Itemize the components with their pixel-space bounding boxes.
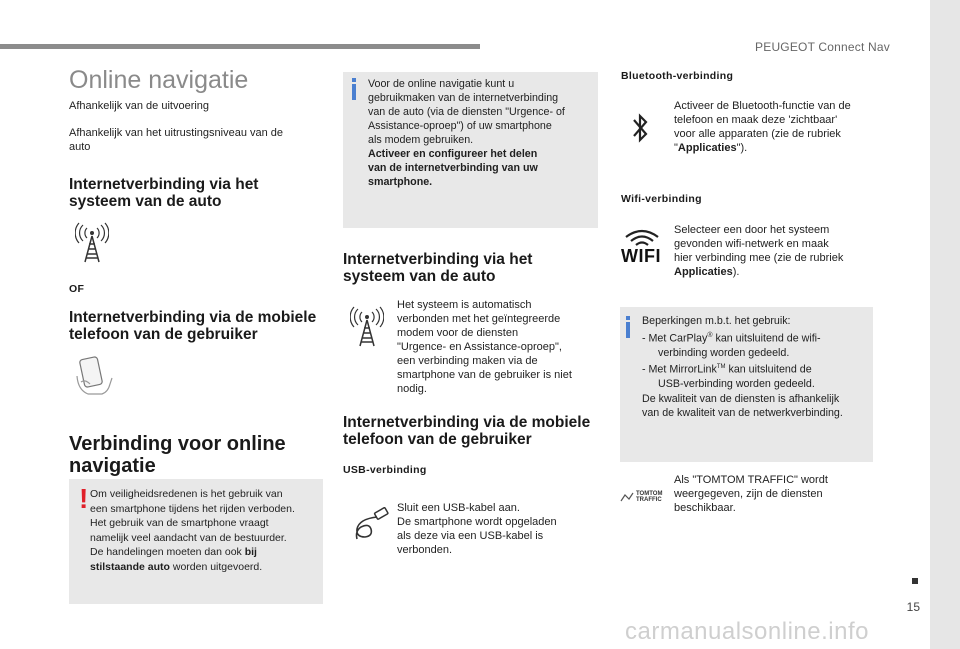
wifi-line: hier verbinding mee (zie de rubriek	[674, 252, 844, 264]
system-description	[397, 298, 597, 396]
running-header: PEUGEOT Connect Nav	[755, 40, 890, 54]
warning-line: De handelingen moeten dan ook bij	[90, 546, 257, 558]
warning-text	[90, 487, 320, 574]
warning-line: een smartphone tijdens het rijden verboden.	[90, 502, 295, 515]
bluetooth-icon	[631, 110, 649, 146]
warning-exclamation-icon: !	[79, 483, 89, 514]
or-label: OF	[69, 283, 85, 295]
limits-line: De kwaliteit van de diensten is afhankelijk	[642, 392, 840, 405]
system-line: modem voor de diensten	[397, 327, 519, 339]
intro-equipment: Afhankelijk van het uitrustingsniveau van de auto	[69, 127, 284, 153]
info-box-online	[343, 72, 598, 228]
tomtom-icon-label: TRAFFIC	[636, 497, 662, 503]
smartphone-hand-icon	[72, 354, 114, 398]
limits-line: - Met MirrorLink™ kan uitsluitend de	[642, 363, 812, 376]
limits-line: van de kwaliteit van de netwerkverbinding.	[642, 407, 843, 420]
antenna-icon	[350, 306, 384, 348]
page-end-marker	[912, 578, 918, 584]
warning-line: Het gebruik van de smartphone vraagt	[90, 517, 269, 529]
usb-line: verbonden.	[397, 544, 453, 556]
limits-line: verbinding worden gedeeld.	[658, 346, 790, 359]
watermark: carmanualsonline.info	[625, 618, 869, 645]
info-line: Voor de online navigatie kunt u	[368, 78, 515, 90]
tomtom-line: Als "TOMTOM TRAFFIC" wordt	[674, 474, 828, 486]
wifi-description	[674, 223, 874, 279]
info-line: als modem gebruiken.	[368, 134, 474, 146]
limitations-text	[642, 314, 872, 421]
usb-line: als deze via een USB-kabel is	[397, 530, 544, 542]
system-line: smartphone van de gebruiker is niet	[397, 369, 572, 381]
side-strip	[930, 0, 960, 649]
info-icon	[352, 78, 356, 100]
heading-system-connection: Internetverbinding via het systeem van de auto	[69, 176, 259, 210]
limits-line: Beperkingen m.b.t. het gebruik:	[642, 315, 791, 327]
heading-wifi: Wifi-verbinding	[621, 193, 702, 205]
page-title: Online navigatie	[69, 66, 249, 94]
heading-bluetooth: Bluetooth-verbinding	[621, 70, 734, 82]
warning-line: Om veiligheidsredenen is het gebruik van	[90, 488, 283, 500]
system-line: Het systeem is automatisch	[397, 299, 532, 311]
usb-line: De smartphone wordt opgeladen	[397, 516, 557, 528]
bt-line: telefoon en maak deze 'zichtbaar'	[674, 114, 838, 126]
bt-line: voor alle apparaten (zie de rubriek	[674, 128, 841, 140]
warning-line: namelijk veel aandacht van de bestuurder.	[90, 531, 287, 544]
heading-phone-connection: Internetverbinding via de mobiele telefoon van de gebruiker	[69, 309, 317, 343]
usb-description	[397, 501, 597, 557]
limits-line: USB-verbinding worden gedeeld.	[658, 378, 815, 391]
tomtom-description	[674, 473, 874, 515]
usb-line: Sluit een USB-kabel aan.	[397, 502, 520, 514]
system-line: "Urgence- en Assistance-oproep",	[397, 341, 562, 353]
limits-line: - Met CarPlay® kan uitsluitend de wifi-	[642, 331, 821, 345]
system-line: een verbinding maken via de	[397, 355, 538, 367]
wifi-line: Selecteer een door het systeem	[674, 224, 830, 236]
wifi-icon	[620, 227, 664, 269]
heading-phone-connection-2: Internetverbinding via de mobiele telefoon van de gebruiker	[343, 414, 591, 448]
tomtom-line: weergegeven, zijn de diensten	[674, 488, 823, 500]
heading-usb: USB-verbinding	[343, 464, 427, 476]
usb-cable-icon	[351, 507, 391, 543]
info-line: Assistance-oproep") of uw smartphone	[368, 120, 552, 132]
wifi-line: Applicaties).	[674, 266, 740, 278]
info-text	[368, 77, 596, 189]
info-line: van de auto (via de diensten "Urgence- of	[368, 106, 565, 118]
tomtom-icon-label: TOMTOM	[636, 491, 663, 497]
info-line: gebruikmaken van de internetverbinding	[368, 92, 559, 104]
system-line: verbonden met het geïntegreerde	[397, 313, 561, 325]
antenna-icon	[75, 222, 109, 264]
page-number: 15	[906, 600, 920, 614]
wifi-line: gevonden wifi-netwerk en maak	[674, 238, 829, 250]
heading-online-navigation: Verbinding voor online navigatie	[69, 433, 286, 477]
info-box-limitations	[620, 307, 873, 462]
info-icon	[626, 316, 630, 338]
system-line: nodig.	[397, 383, 427, 395]
heading-system-connection-2: Internetverbinding via het systeem van de auto	[343, 251, 533, 285]
tomtom-line: beschikbaar.	[674, 502, 736, 514]
warning-line: stilstaande auto worden uitgevoerd.	[90, 560, 263, 573]
bt-line: Activeer de Bluetooth-functie van de	[674, 100, 851, 112]
bt-line: "Applicaties").	[674, 142, 748, 154]
info-line-bold: Activeer en configureer het delen	[368, 148, 538, 160]
intro-version: Afhankelijk van de uitvoering	[69, 100, 210, 112]
warning-box	[69, 479, 323, 604]
tomtom-traffic-icon	[620, 490, 670, 504]
info-line-bold: van de internetverbinding van uw	[368, 162, 538, 174]
top-rule	[0, 44, 480, 49]
info-line-bold: smartphone.	[368, 176, 433, 188]
bluetooth-description	[674, 99, 874, 155]
wifi-icon-label: WIFI	[621, 246, 661, 266]
